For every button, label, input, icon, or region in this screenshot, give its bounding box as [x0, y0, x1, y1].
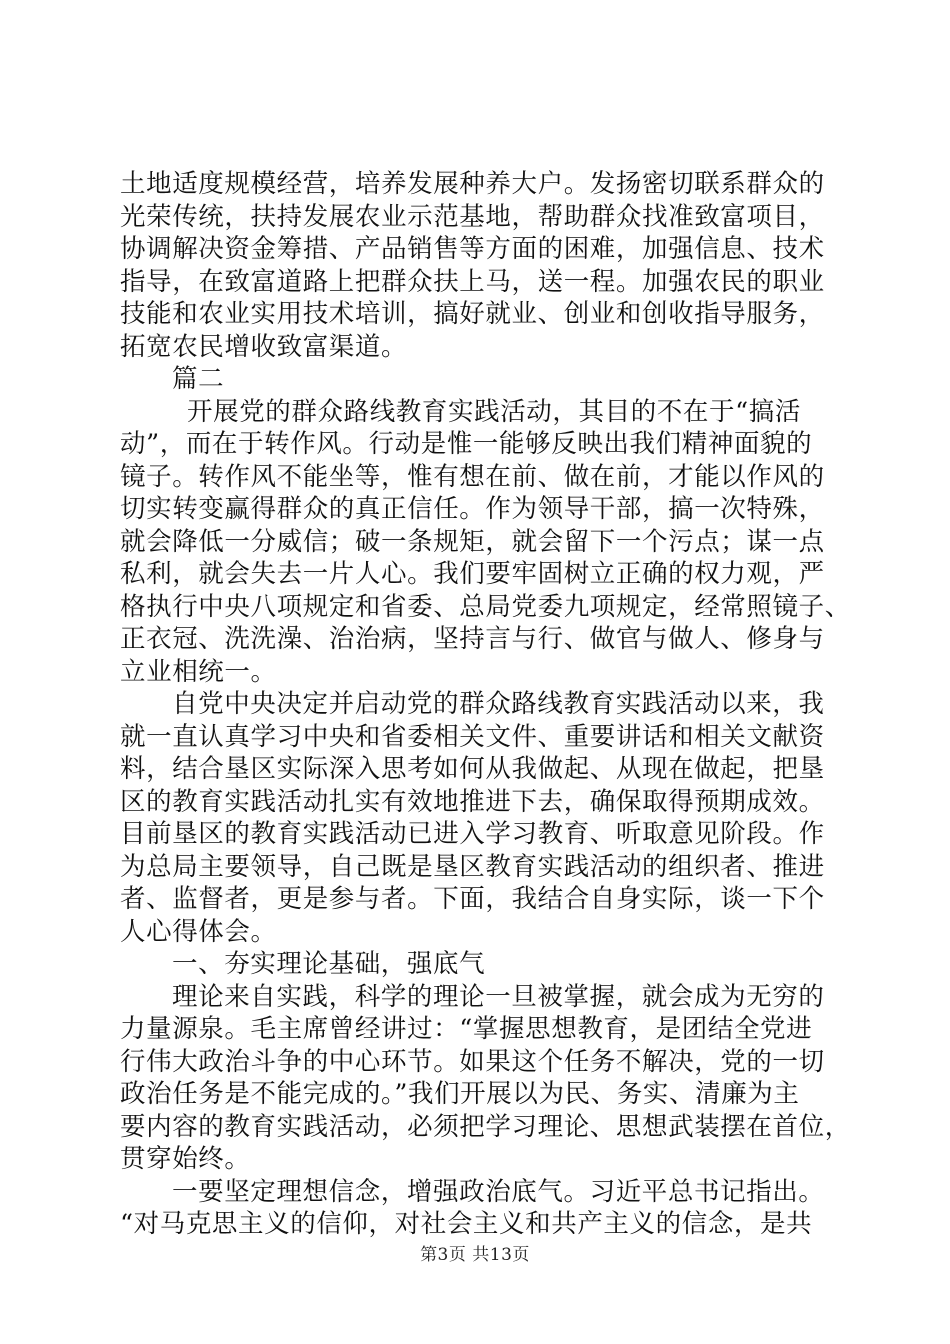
text-line: 一要坚定理想信念，增强政治底气。习近平总书记指出。	[172, 1176, 825, 1207]
text-line: 开展党的群众路线教育实践活动，其目的不在于“搞活	[187, 396, 801, 427]
text-line: 光荣传统，扶持发展农业示范基地，帮助群众找准致富项目，	[120, 201, 825, 232]
text-line: 土地适度规模经营，培养发展种养大户。发扬密切联系群众的	[120, 169, 825, 199]
text-line: 为总局主要领导，自己既是垦区教育实践活动的组织者、推进	[120, 851, 825, 882]
text-line: 理论来自实践，科学的理论一旦被掌握，就会成为无穷的	[172, 981, 825, 1012]
text-line: 就一直认真学习中央和省委相关文件、重要讲话和相关文献资	[120, 721, 825, 752]
text-line: 人心得体会。	[120, 916, 277, 947]
text-line: 格执行中央八项规定和省委、总局党委九项规定，经常照镜子、	[120, 591, 851, 622]
text-line: 指导，在致富道路上把群众扶上马，送一程。加强农民的职业	[120, 266, 825, 297]
text-line: 要内容的教育实践活动，必须把学习理论、思想武装摆在首位，	[120, 1111, 851, 1142]
section-heading: 篇二	[172, 364, 225, 394]
text-line: 贯穿始终。	[120, 1144, 251, 1174]
page-number-footer: 第3页 共13页	[420, 1245, 530, 1265]
document-body	[120, 168, 851, 1241]
text-line: 者、监督者，更是参与者。下面，我结合自身实际，谈一下个	[120, 884, 825, 914]
text-line: 切实转变赢得群众的真正信任。作为领导干部，搞一次特殊，	[120, 494, 825, 524]
text-line: 自党中央决定并启动党的群众路线教育实践活动以来，我	[172, 689, 825, 719]
text-line: 拓宽农民增收致富渠道。	[120, 331, 408, 362]
text-line: 区的教育实践活动扎实有效地推进下去，确保取得预期成效。	[120, 786, 825, 817]
text-line: 力量源泉。毛主席曾经讲过：“掌握思想教育，是团结全党进	[120, 1014, 813, 1044]
text-line: 私利，就会失去一片人心。我们要牢固树立正确的权力观，严	[120, 559, 825, 589]
text-line: “对马克思主义的信仰，对社会主义和共产主义的信念，是共	[120, 1209, 813, 1239]
text-line: 行伟大政治斗争的中心环节。如果这个任务不解决，党的一切	[120, 1046, 825, 1077]
text-line: 镜子。转作风不能坐等，惟有想在前、做在前，才能以作风的	[120, 461, 825, 492]
text-line: 技能和农业实用技术培训，搞好就业、创业和创收指导服务，	[120, 299, 825, 329]
text-line: 就会降低一分威信；破一条规矩，就会留下一个污点；谋一点	[120, 526, 825, 557]
text-line: 立业相统一。	[120, 656, 277, 687]
text-line: 目前垦区的教育实践活动已进入学习教育、听取意见阶段。作	[120, 819, 825, 849]
text-line: 动”，而在于转作风。行动是惟一能够反映出我们精神面貌的	[120, 429, 813, 459]
text-line: 料，结合垦区实际深入思考如何从我做起、从现在做起，把垦	[120, 754, 825, 784]
text-line: 协调解决资金筹措、产品销售等方面的困难，加强信息、技术	[120, 234, 825, 264]
text-line: 正衣冠、洗洗澡、治治病，坚持言与行、做官与做人、修身与	[120, 624, 825, 654]
section-heading: 一、夯实理论基础，强底气	[172, 949, 486, 979]
text-line: 政治任务是不能完成的。”我们开展以为民、务实、清廉为主	[120, 1079, 800, 1109]
